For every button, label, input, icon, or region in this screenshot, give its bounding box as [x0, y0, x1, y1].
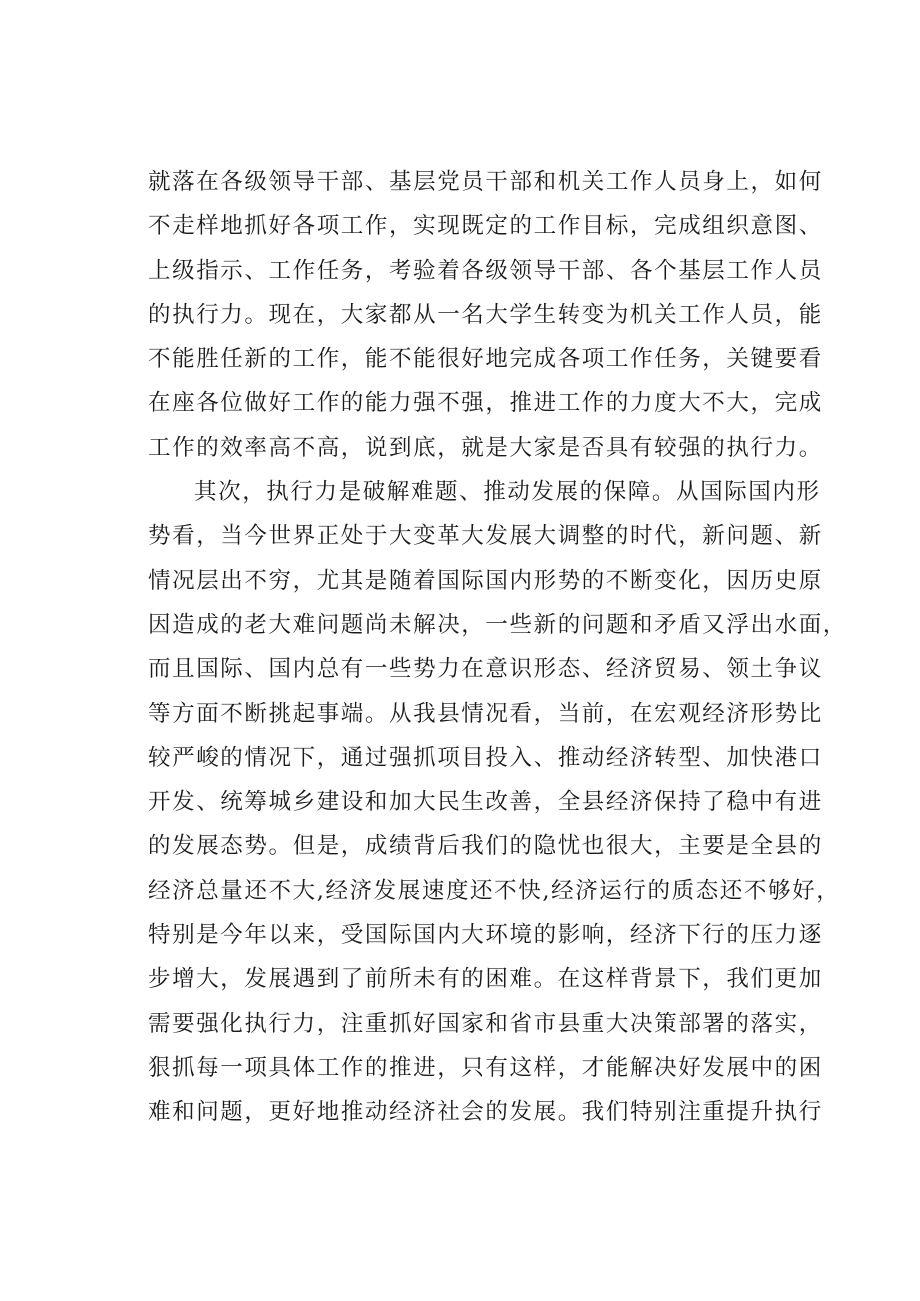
text-line: 等方面不断挑起事端。从我县情况看，当前，在宏观经济形势比	[148, 700, 823, 727]
text-line: 情况层出不穷，尤其是随着国际国内形势的不断变化，因历史原	[148, 567, 823, 594]
text-line: 难和问题，更好地推动经济社会的发展。我们特别注重提升执行	[148, 1099, 823, 1126]
text-line: 较严峻的情况下，通过强抓项目投入、推动经济转型、加快港口	[148, 744, 823, 771]
text-line: 的发展态势。但是，成绩背后我们的隐忧也很大，主要是全县的	[148, 833, 823, 860]
text-line: 势看，当今世界正处于大变革大发展大调整的时代，新问题、新	[148, 523, 823, 550]
text-line: 特别是今年以来，受国际国内大环境的影响，经济下行的压力逐	[148, 922, 823, 949]
text-line: 经济总量还不大,经济发展速度还不快,经济运行的质态还不够好，	[148, 877, 841, 904]
text-line: 不能胜任新的工作，能不能很好地完成各项工作任务，关键要看	[148, 346, 823, 373]
text-line: 不走样地抓好各项工作，实现既定的工作目标，完成组织意图、	[148, 213, 823, 240]
text-line: 开发、统筹城乡建设和加大民生改善，全县经济保持了稳中有进	[148, 789, 823, 816]
text-line: 的执行力。现在，大家都从一名大学生转变为机关工作人员，能	[148, 301, 823, 328]
text-line: 上级指示、工作任务，考验着各级领导干部、各个基层工作人员	[148, 257, 823, 284]
text-line: 步增大，发展遇到了前所未有的困难。在这样背景下，我们更加	[148, 966, 823, 993]
paragraph-start-line: 其次，执行力是破解难题、推动发展的保障。从国际国内形	[194, 479, 821, 506]
text-line: 在座各位做好工作的能力强不强，推进工作的力度大不大，完成	[148, 390, 823, 417]
text-line: 工作的效率高不高，说到底，就是大家是否具有较强的执行力。	[148, 434, 823, 461]
body-text	[148, 160, 847, 1135]
text-line: 需要强化执行力，注重抓好国家和省市县重大决策部署的落实，	[148, 1010, 823, 1037]
text-line: 就落在各级领导干部、基层党员干部和机关工作人员身上，如何	[148, 169, 823, 195]
text-line: 而且国际、国内总有一些势力在意识形态、经济贸易、领土争议	[148, 656, 823, 683]
text-line: 因造成的老大难问题尚未解决，一些新的问题和矛盾又浮出水面，	[148, 611, 847, 638]
text-line: 狠抓每一项具体工作的推进，只有这样，才能解决好发展中的困	[148, 1054, 823, 1081]
